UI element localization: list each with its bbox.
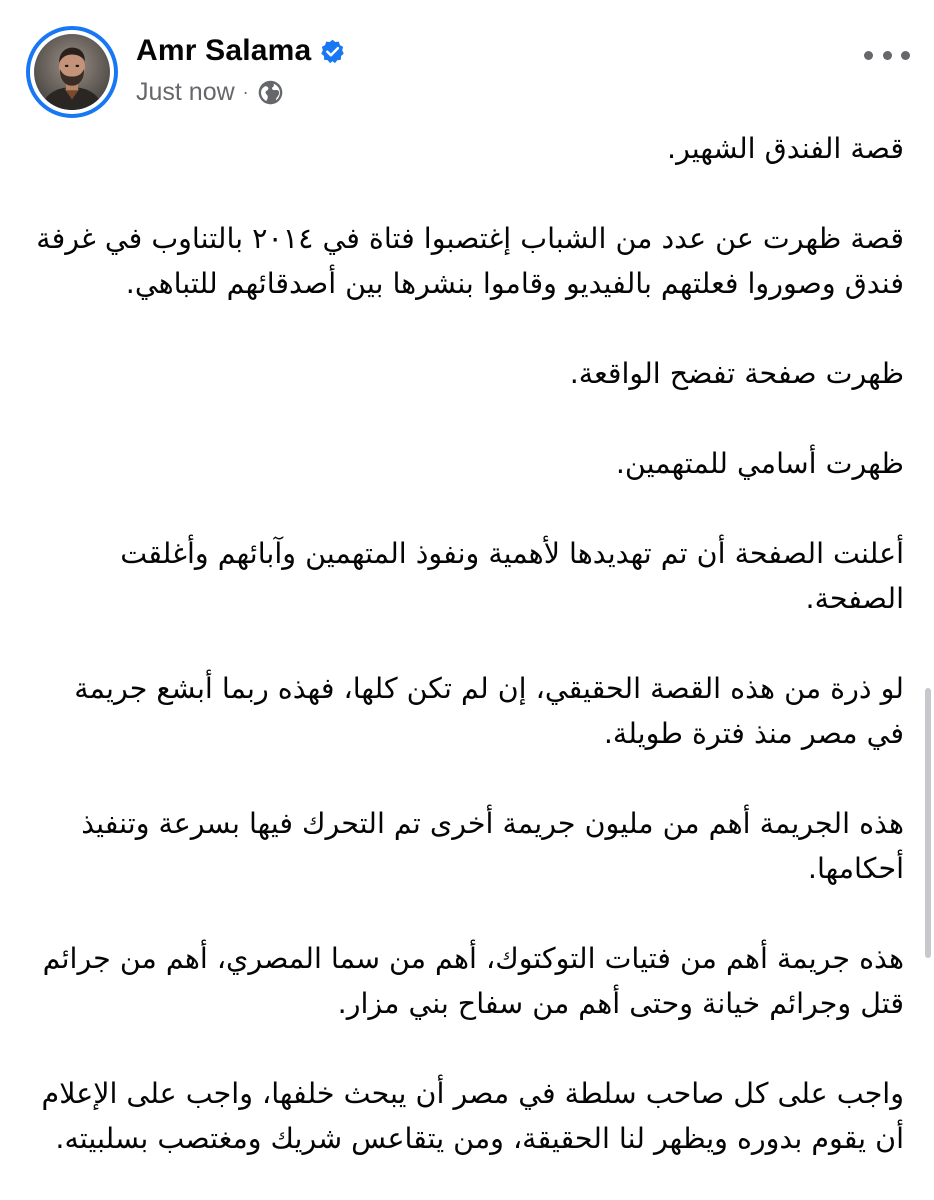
- post-meta: [136, 78, 284, 107]
- post-timestamp[interactable]: Just now: [136, 78, 235, 106]
- post-body: [30, 126, 904, 1200]
- post-paragraph: هذه جريمة أهم من فتيات التوكتوك، أهم من سما المصري، أهم من جرائم قتل وجرائم خيانة وحتى أهم من سفاح بني مزار.: [42, 942, 904, 1020]
- post-paragraph: أعلنت الصفحة أن تم تهديدها لأهمية ونفوذ المتهمين وآبائهم وأغلقت الصفحة.: [120, 537, 904, 615]
- post-header: [26, 26, 914, 122]
- post-paragraph: ظهرت صفحة تفضح الواقعة.: [569, 357, 904, 390]
- avatar-photo: [34, 34, 110, 110]
- author-line: [136, 34, 346, 68]
- more-options-button[interactable]: [864, 40, 910, 70]
- globe-icon[interactable]: [257, 79, 284, 106]
- author-name[interactable]: Amr Salama: [136, 34, 312, 67]
- verified-badge-icon: [319, 38, 346, 65]
- post-paragraph: قصة الفندق الشهير.: [667, 132, 904, 165]
- more-options-icon: [901, 51, 910, 60]
- post-paragraph: قصة ظهرت عن عدد من الشباب إغتصبوا فتاة في ٢٠١٤ بالتناوب في غرفة فندق وصوروا فعلتهم بالفيديو وقاموا بنشرها بين أصدقائهم للتباهي.: [36, 222, 904, 300]
- post-paragraph: لو ذرة من هذه القصة الحقيقي، إن لم تكن كلها، فهذه ربما أبشع جريمة في مصر منذ فترة طويلة.: [74, 672, 904, 750]
- post-paragraph: ظهرت أسامي للمتهمين.: [615, 447, 904, 480]
- post-paragraph: واجب على كل صاحب سلطة في مصر أن يبحث خلفها، واجب على الإعلام أن يقوم بدوره ويظهر لنا الحقيقة، ومن يتقاعس شريك ومغتصب بسلبيته.: [41, 1077, 904, 1155]
- avatar[interactable]: [26, 26, 118, 118]
- more-options-icon: [883, 51, 892, 60]
- post-paragraph: هذه الجريمة أهم من مليون جريمة أخرى تم التحرك فيها بسرعة وتنفيذ أحكامها.: [81, 807, 904, 885]
- meta-separator: ·: [242, 82, 249, 102]
- scrollbar[interactable]: [925, 688, 931, 958]
- more-options-icon: [864, 51, 873, 60]
